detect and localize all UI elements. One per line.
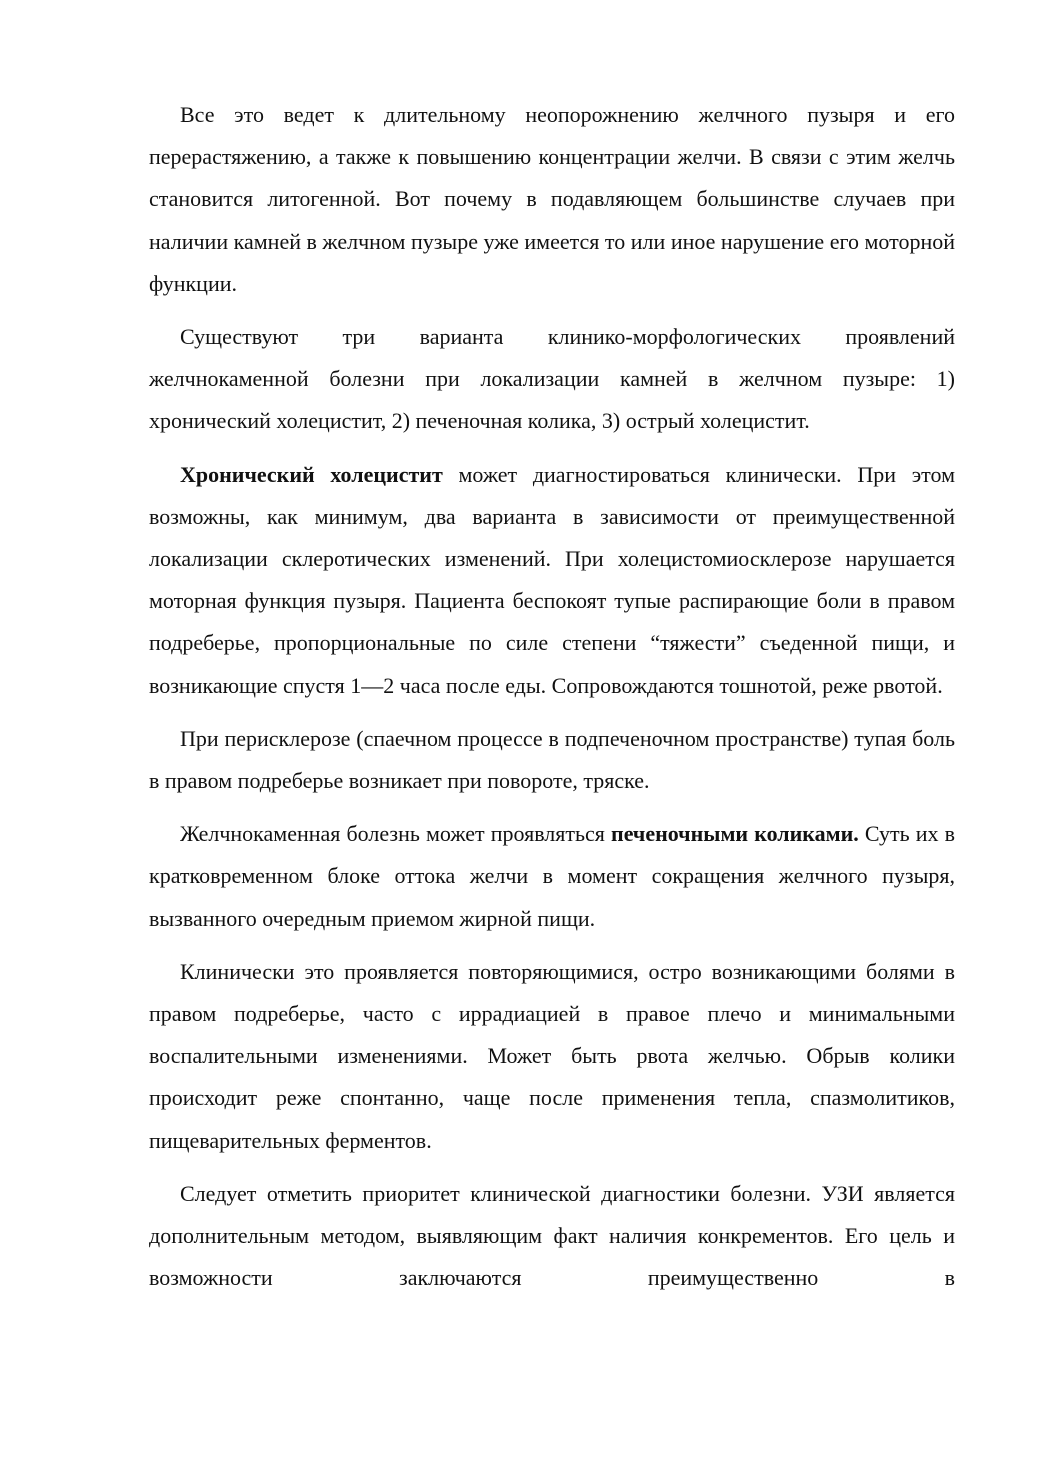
paragraph-text: Существуют три варианта клинико-морфологических проявлений желчнокаменной болезни при локализации камней в желчном пузыре: 1) хронический холецистит, 2) печеночная колика, 3) острый холецистит. — [149, 324, 955, 434]
document-page — [149, 94, 955, 1310]
paragraph-text: Следует отметить приоритет клинической диагностики болезни. УЗИ является дополнительным методом, выявляющим факт наличия конкрементов. Его цель и возможности заключаются преимущественно в — [149, 1180, 955, 1291]
paragraph-text-before: Желчнокаменная болезнь может проявляться — [180, 821, 612, 847]
paragraph-1 — [149, 94, 955, 305]
paragraph-4 — [149, 718, 955, 802]
paragraph-text: Клинически это проявляется повторяющимися, остро возникающими болями в правом подреберье, часто с иррадиацией в правое плечо и минимальными воспалительными изменениями. Может быть рвота желчью. Обрыв колики происходит реже спонтанно, чаще после применения тепла, спазмолитиков, пищеварительных ферментов. — [149, 958, 955, 1153]
paragraph-2 — [149, 316, 955, 443]
paragraph-text: Все это ведет к длительному неопорожнению желчного пузыря и его перерастяжению, а также к повышению концентрации желчи. В связи с этим желчь становится литогенной. Вот почему в подавляющем большинстве случаев при наличии камней в желчном пузыре уже имеется то или иное нарушение его моторной функции. — [149, 102, 955, 296]
paragraph-5 — [149, 813, 955, 940]
paragraph-text: может диагностироваться клинически. При этом возможны, как минимум, два варианта в зависимости от преимущественной локализации склеротических изменений. При холецистомиосклерозе нарушается моторная функция пузыря. Пациента беспокоят тупые распирающие боли в правом подреберье, пропорциональные по силе степени “тяжести” съеденной пищи, и возникающие спустя 1—2 часа после еды. Сопровождаются тошнотой, реже рвотой. — [149, 461, 955, 698]
paragraph-7 — [149, 1173, 955, 1300]
term-hepatic-colic: печеночными коликами. — [611, 821, 859, 847]
paragraph-text: При перисклерозе (спаечном процессе в подпеченочном пространстве) тупая боль в правом подреберье возникает при повороте, тряске. — [149, 725, 955, 794]
paragraph-3 — [149, 454, 955, 707]
paragraph-6 — [149, 951, 955, 1162]
paragraph-text: Суть их в кратковременном блоке оттока желчи в момент сокращения желчного пузыря, вызванного очередным приемом жирной пищи. — [149, 821, 955, 931]
term-chronic-cholecystitis: Хронический холецистит — [180, 461, 443, 487]
